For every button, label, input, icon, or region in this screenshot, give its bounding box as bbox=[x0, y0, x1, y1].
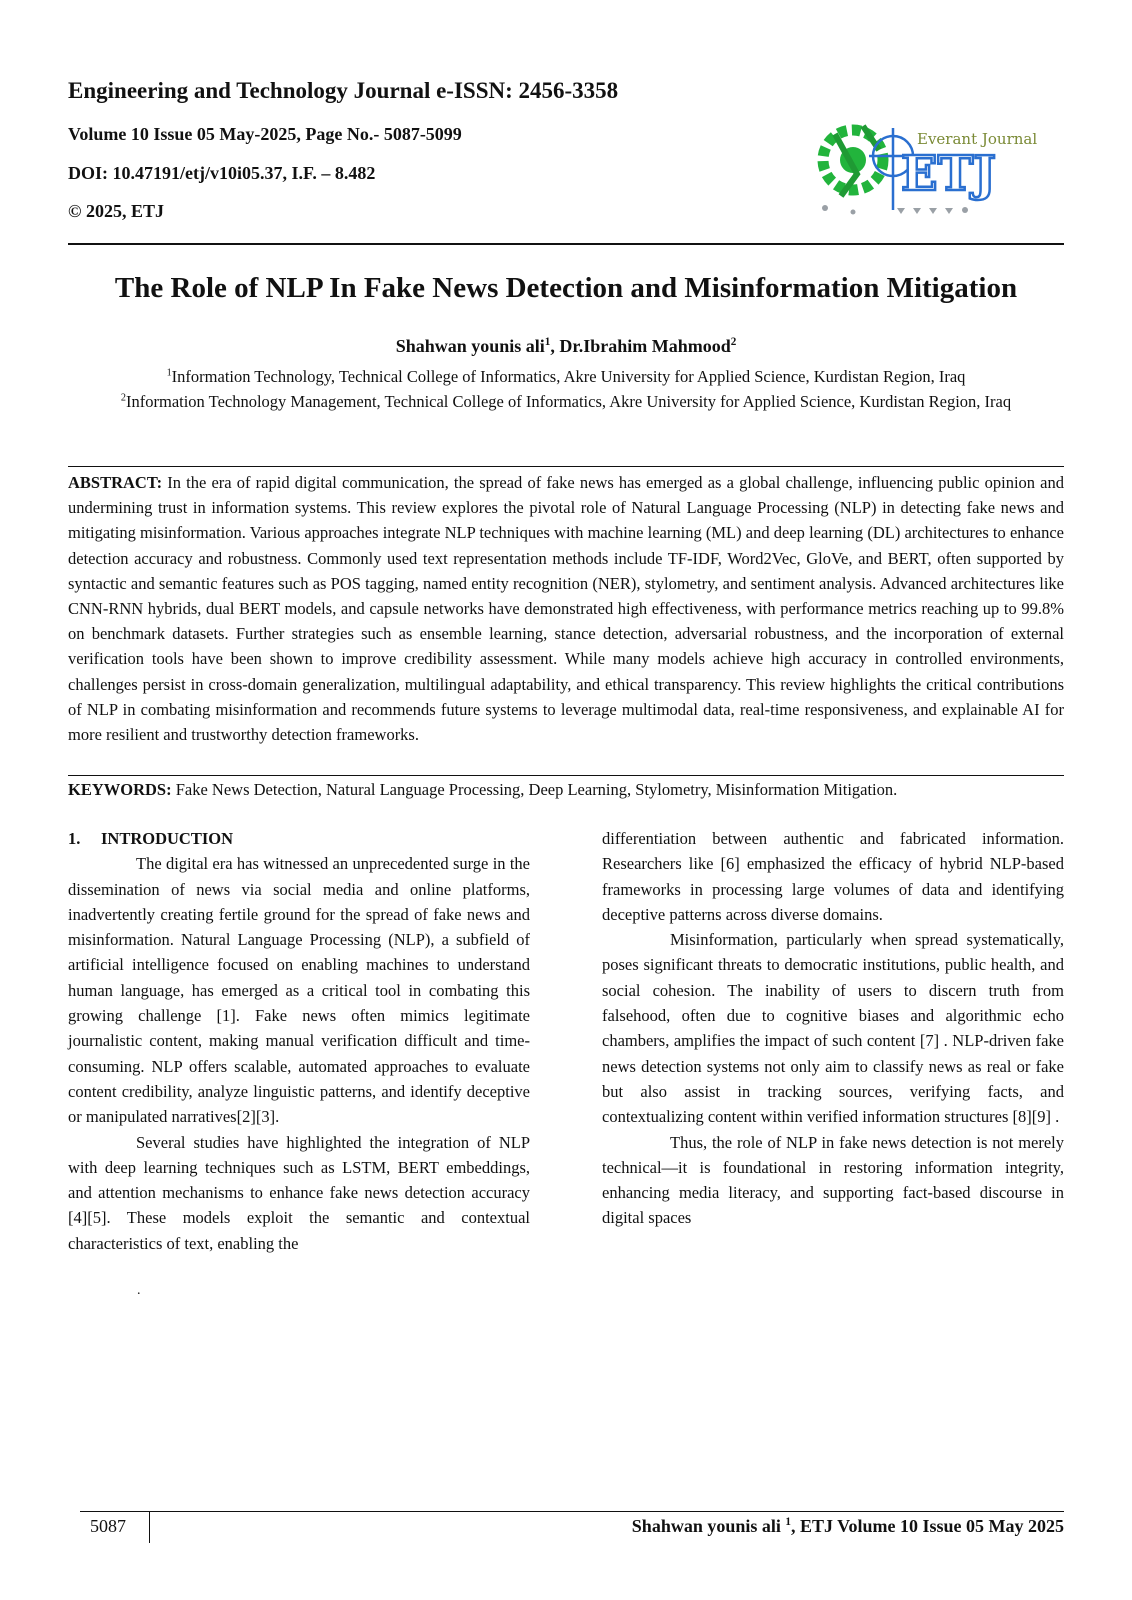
doi-line: DOI: 10.47191/etj/v10i05.37, I.F. – 8.482 bbox=[68, 163, 376, 183]
intro-paragraph-5: Thus, the role of NLP in fake news detection is not merely technical—it is foundational in restoring information integrity, enhancing media literacy, and supporting fact-based discourse in digital spaces bbox=[602, 1132, 1064, 1228]
affiliation-1-sup: 1 bbox=[166, 367, 172, 379]
header-divider bbox=[68, 243, 1064, 245]
logo-big-text: ETJ bbox=[901, 146, 997, 202]
section-title: INTRODUCTION bbox=[101, 829, 234, 848]
stray-mark: . bbox=[137, 1283, 141, 1298]
volume-line: Volume 10 Issue 05 May-2025, Page No.- 5087-5099 bbox=[68, 124, 462, 144]
intro-paragraph-3: differentiation between authentic and fabricated information. Researchers like [6] emphasized the efficacy of hybrid NLP-based frameworks in processing large volumes of data and identifying deceptive patterns across diverse domains. bbox=[602, 829, 1064, 924]
author-1-sup: 1 bbox=[544, 336, 551, 348]
affiliation-1 bbox=[98, 364, 1034, 389]
intro-paragraph-2: Several studies have highlighted the integration of NLP with deep learning techniques such as LSTM, BERT embeddings, and attention mechanisms to enhance fake news detection accuracy [4][5]. These models exploit the semantic and contextual characteristics of text, enabling the bbox=[68, 1132, 530, 1253]
logo-dots-icon bbox=[822, 205, 968, 215]
keywords-label: KEYWORDS: bbox=[68, 780, 172, 799]
author-1: Shahwan younis ali bbox=[395, 336, 545, 356]
intro-paragraph-1: The digital era has witnessed an unprecedented surge in the dissemination of news via social media and online platforms, inadvertently creating fertile ground for the spread of fake news and misinformation. Natural Language Processing (NLP), a subfield of artificial intelligence focused on enabling machines to understand human language, has emerged as a critical tool in combating this growing challenge [1]. Fake news often mimics legitimate journalistic content, making manual verification difficult and time-consuming. NLP offers scalable, automated approaches to evaluate content credibility, analyze linguistic patterns, and identify deceptive or manipulated narratives[2][3]. bbox=[68, 854, 530, 1127]
paper-title: The Role of NLP In Fake News Detection and Misinformation Mitigation bbox=[114, 272, 1018, 304]
affiliations bbox=[98, 364, 1034, 414]
keywords-text: Fake News Detection, Natural Language Processing, Deep Learning, Stylometry, Misinformation Mitigation. bbox=[175, 780, 898, 799]
copyright-line: © 2025, ETJ bbox=[68, 201, 164, 221]
abstract-top-divider bbox=[68, 466, 1064, 467]
journal-title: Engineering and Technology Journal e-ISSN: 2456-3358 bbox=[68, 78, 619, 103]
affiliation-2 bbox=[98, 389, 1034, 414]
footer-separator bbox=[149, 1511, 150, 1543]
section-number: 1. bbox=[68, 829, 81, 848]
abstract bbox=[68, 470, 1064, 747]
keywords bbox=[68, 778, 1068, 802]
author-line bbox=[68, 336, 1064, 357]
author-2-sup: 2 bbox=[730, 336, 737, 348]
affiliation-1-text: Information Technology, Technical College of Informatics, Akre University for Applied Science, Kurdistan Region, Iraq bbox=[171, 367, 966, 386]
affiliation-2-text: Information Technology Management, Technical College of Informatics, Akre University for Applied Science, Kurdistan Region, Iraq bbox=[126, 392, 1012, 411]
footer-divider bbox=[80, 1511, 1064, 1512]
author-separator: , bbox=[550, 336, 560, 356]
section-heading bbox=[68, 826, 530, 851]
footer-author: Shahwan younis ali bbox=[631, 1516, 786, 1536]
page-number: 5087 bbox=[90, 1516, 126, 1536]
footer-citation: , ETJ Volume 10 Issue 05 May 2025 bbox=[790, 1516, 1064, 1536]
footer-author-sup: 1 bbox=[785, 1516, 791, 1528]
author-2: Dr.Ibrahim Mahmood bbox=[559, 336, 731, 356]
abstract-label: ABSTRACT: bbox=[68, 473, 163, 492]
abstract-bottom-divider bbox=[68, 775, 1064, 776]
left-column bbox=[68, 826, 530, 1256]
running-footer bbox=[632, 1516, 1064, 1537]
abstract-text: In the era of rapid digital communication, the spread of fake news has emerged as a global challenge, influencing public opinion and undermining trust in information systems. This review explores the pivotal role of Natural Language Processing (NLP) in detecting fake news and mitigating misinformation. Various approaches integrate NLP techniques with machine learning (ML) and deep learning (DL) architectures to enhance detection accuracy and robustness. Commonly used text representation methods include TF-IDF, Word2Vec, GloVe, and BERT, often supported by syntactic and semantic features such as POS tagging, named entity recognition (NER), stylometry, and sentiment analysis. Advanced architectures like CNN-RNN hybrids, dual BERT models, and capsule networks have demonstrated high effectiveness, with performance metrics reaching up to 99.8% on benchmark datasets. Further strategies such as ensemble learning, stance detection, adversarial robustness, and the incorporation of external verification tools have been shown to improve credibility assessment. While many models achieve high accuracy in controlled environments, challenges persist in cross-domain generalization, multilingual adaptability, and ethical transparency. This review highlights the critical contributions of NLP in combating misinformation and recommends future systems to leverage multimodal data, real-time responsiveness, and explainable AI for more resilient and trustworthy detection frameworks. bbox=[68, 473, 1064, 745]
logo-small-text: Everant Journal bbox=[917, 130, 1038, 148]
right-column bbox=[602, 826, 1064, 1231]
intro-paragraph-4: Misinformation, particularly when spread systematically, poses significant threats to democratic institutions, public health, and social cohesion. The inability of users to discern truth from falsehood, often due to cognitive biases and algorithmic echo chambers, amplifies the impact of such content [7] . NLP-driven fake news detection systems not only aim to classify news as real or fake but also assist in tracking sources, verifying facts, and contextualizing content within verified information structures [8][9] . bbox=[602, 930, 1064, 1127]
etj-logo bbox=[805, 112, 1038, 224]
affiliation-2-sup: 2 bbox=[120, 392, 126, 404]
